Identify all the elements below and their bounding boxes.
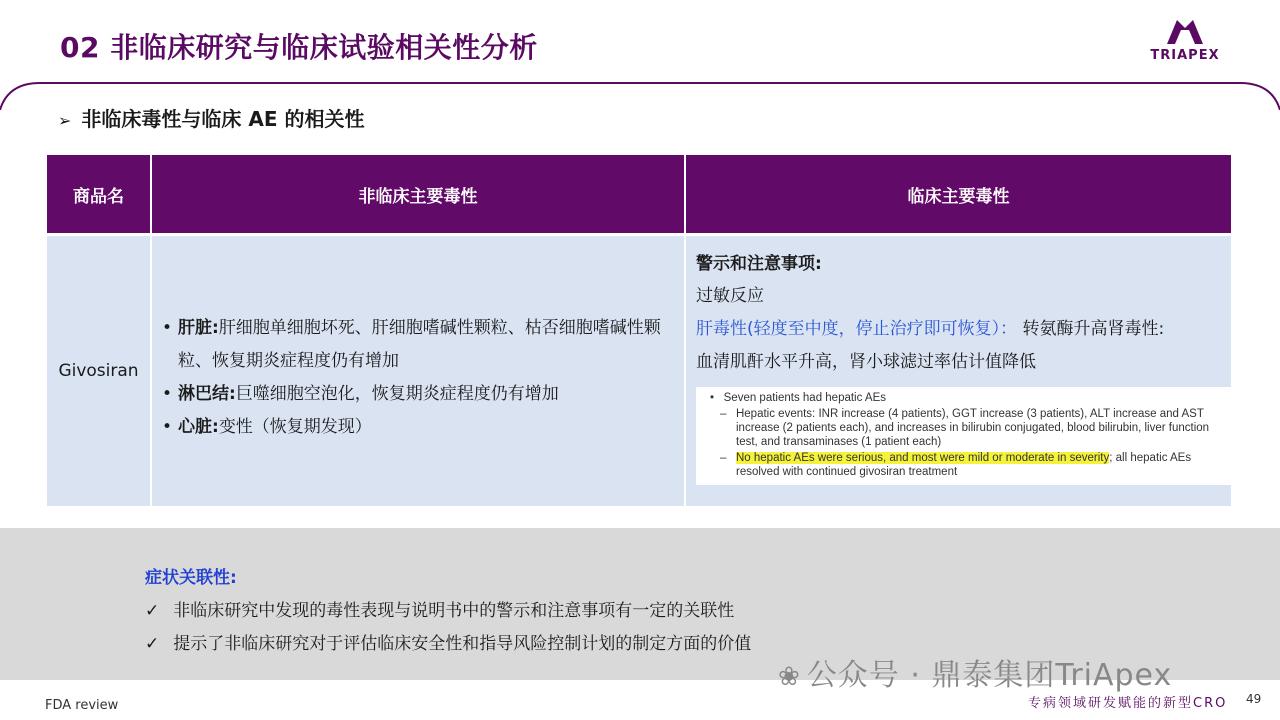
warning-title: 警示和注意事项: — [696, 254, 822, 274]
correlation-table — [47, 155, 1231, 506]
footer-source: FDA review — [45, 698, 119, 713]
watermark-text: 公众号 · 鼎泰集团TriApex — [806, 658, 1173, 693]
check-icon: ✓ — [145, 634, 160, 654]
finding-text: 肝细胞单细胞坏死、肝细胞嗜碱性颗粒、枯否细胞嗜碱性颗粒、恢复期炎症程度仍有增加 — [178, 318, 661, 371]
clinical-item — [696, 313, 1221, 346]
header-nonclinical: 非临床主要毒性 — [151, 155, 685, 235]
page-title: 02 非临床研究与临床试验相关性分析 — [60, 31, 538, 64]
hepatotoxicity-text: 肝毒性(轻度至中度，停止治疗即可恢复）： — [696, 319, 1018, 339]
highlighted-text: No hepatic AEs were serious, and most were mild or moderate in severity — [735, 452, 1110, 464]
list-item — [145, 629, 751, 654]
check-icon: ✓ — [145, 601, 160, 621]
excerpt-bullet: • Seven patients had hepatic AEs — [710, 392, 887, 404]
list-item — [162, 312, 664, 378]
clinical-item: 血清肌酐水平升高，肾小球滤过率估计值降低 — [696, 352, 1036, 372]
logo-mark-icon — [1163, 16, 1207, 46]
excerpt-sub-text: ; all hepatic AEs resolved with continued givosiran treatment — [736, 452, 1192, 478]
fda-excerpt — [696, 387, 1232, 485]
clinical-item-rest: 转氨酶升高肾毒性: — [1022, 319, 1165, 339]
triapex-logo — [1140, 16, 1230, 70]
nonclinical-cell — [151, 235, 685, 507]
correlation-title: 症状关联性: — [145, 568, 237, 588]
list-item — [162, 378, 664, 411]
list-item — [145, 596, 734, 621]
excerpt-sub: – Hepatic events: INR increase (4 patients), GGT increase (3 patients), ALT increase and AST increase (2 patients each), and increases in bilirubin conjugated, blood bilirubin, liver function test, and transaminases (1 patient each) — [720, 408, 1210, 448]
drug-cell — [47, 235, 151, 507]
nonclinical-list — [152, 236, 684, 444]
organ-label: 肝脏: — [178, 318, 219, 338]
page-number: 49 — [1246, 692, 1262, 706]
excerpt-sub-text: Hepatic events: INR increase (4 patients), GGT increase (3 patients), ALT increase and AST increase (2 patients each), and increases in bilirubin conjugated, blood bilirubin, liver function test, and transaminases (1 patient each) — [735, 408, 1210, 448]
organ-label: 淋巴结: — [178, 384, 236, 404]
finding-text: 变性（恢复期发现） — [218, 417, 372, 437]
excerpt-sub: – No hepatic AEs were serious, and most were mild or moderate in severity; all hepatic AEs resolved with continued givosiran treatment — [720, 452, 1192, 478]
wechat-icon: ❀ — [778, 662, 801, 692]
watermark — [778, 650, 1172, 694]
section-subtitle — [58, 103, 364, 132]
excerpt-bullet-text: Seven patients had hepatic AEs — [723, 392, 887, 404]
arrow-bullet-icon: ➢ — [58, 111, 72, 130]
subtitle-text: 非临床毒性与临床 AE 的相关性 — [81, 107, 365, 131]
finding-text: 巨噬细胞空泡化，恢复期炎症程度仍有增加 — [235, 384, 559, 404]
header-clinical: 临床主要毒性 — [685, 155, 1231, 235]
organ-label: 心脏: — [178, 417, 219, 437]
table-header-row — [47, 155, 1231, 235]
logo-text: TRIAPEX — [1150, 48, 1220, 63]
clinical-item: 过敏反应 — [696, 286, 764, 306]
list-item — [162, 411, 664, 444]
point-text: 提示了非临床研究对于评估临床安全性和指导风险控制计划的制定方面的价值 — [173, 634, 752, 654]
clinical-cell — [685, 235, 1231, 507]
footer-slogan: 专病领域研发赋能的新型CRO — [1028, 696, 1228, 711]
drug-name: Givosiran — [58, 361, 139, 381]
point-text: 非临床研究中发现的毒性表现与说明书中的警示和注意事项有一定的关联性 — [173, 601, 735, 621]
header-product: 商品名 — [47, 155, 151, 235]
table-row — [47, 235, 1231, 507]
